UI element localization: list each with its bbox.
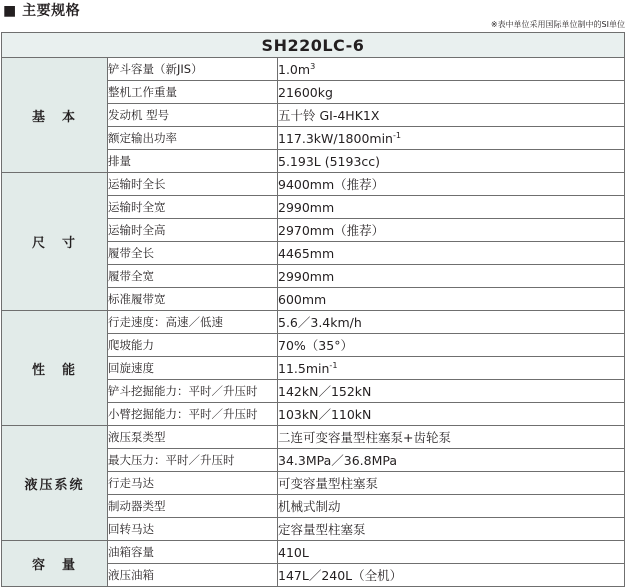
spec-group-label: 液压系统: [2, 426, 108, 541]
spec-item-label: 回旋速度: [108, 357, 278, 380]
spec-item-label: 液压泵类型: [108, 426, 278, 449]
spec-item-label: 最大压力：平时／升压时: [108, 449, 278, 472]
spec-group-label: 性 能: [2, 311, 108, 426]
spec-item-label: 额定输出功率: [108, 127, 278, 150]
table-row: [2, 426, 625, 449]
spec-value-text: 机械式制动: [278, 499, 341, 514]
spec-item-label: 液压油箱: [108, 564, 278, 587]
spec-item-label: 爬坡能力: [108, 334, 278, 357]
spec-item-value: [278, 242, 625, 265]
spec-group-label: 容 量: [2, 541, 108, 587]
spec-item-value: [278, 334, 625, 357]
model-name: SH220LC-6: [2, 33, 625, 58]
spec-value-text: 2970mm（推荐）: [278, 223, 385, 238]
spec-item-value: [278, 541, 625, 564]
spec-item-label: 运输时全长: [108, 173, 278, 196]
table-body: [2, 33, 625, 587]
spec-item-value: [278, 311, 625, 334]
model-header-row: [2, 33, 625, 58]
table-row: [2, 311, 625, 334]
spec-value-text: 1.0m: [278, 61, 311, 77]
spec-value-text: 2990mm: [278, 199, 335, 215]
spec-value-text: 11.5min: [278, 360, 330, 376]
spec-item-value: [278, 288, 625, 311]
spec-group-label: 尺 寸: [2, 173, 108, 311]
spec-item-label: 排量: [108, 150, 278, 173]
spec-value-text: 5.193L (5193cc): [278, 153, 381, 169]
spec-item-value: [278, 426, 625, 449]
spec-group-label: 基 本: [2, 58, 108, 173]
spec-item-value: [278, 127, 625, 150]
spec-value-text: 142kN／152kN: [278, 384, 372, 399]
spec-value-text: 4465mm: [278, 245, 335, 261]
spec-item-value: [278, 58, 625, 81]
specifications-table: [1, 32, 625, 587]
spec-item-value: [278, 564, 625, 587]
spec-item-value: [278, 403, 625, 426]
page-title: ■ 主要规格: [3, 3, 81, 19]
spec-item-label: 小臂挖掘能力：平时／升压时: [108, 403, 278, 426]
spec-item-label: 运输时全高: [108, 219, 278, 242]
spec-item-value: [278, 173, 625, 196]
spec-item-value: [278, 449, 625, 472]
spec-value-text: 70%（35°）: [278, 338, 353, 353]
spec-item-value: [278, 380, 625, 403]
units-note: ※表中单位采用国际单位制中的SI单位: [490, 20, 625, 29]
spec-value-text: 9400mm（推荐）: [278, 177, 385, 192]
spec-item-label: 运输时全宽: [108, 196, 278, 219]
spec-item-value: [278, 357, 625, 380]
spec-item-label: 履带全宽: [108, 265, 278, 288]
spec-value-superscript: 3: [310, 60, 316, 71]
spec-item-value: [278, 495, 625, 518]
spec-item-label: 油箱容量: [108, 541, 278, 564]
spec-value-text: 定容量型柱塞泵: [278, 522, 366, 537]
spec-item-value: [278, 219, 625, 242]
spec-item-value: [278, 472, 625, 495]
spec-item-label: 铲斗容量（新JIS）: [108, 58, 278, 81]
spec-value-text: 可变容量型柱塞泵: [278, 476, 379, 491]
table-row: [2, 173, 625, 196]
table-row: [2, 58, 625, 81]
spec-item-label: 回转马达: [108, 518, 278, 541]
spec-item-value: [278, 81, 625, 104]
spec-value-text: 五十铃 GI-4HK1X: [278, 108, 380, 123]
spec-item-label: 整机工作重量: [108, 81, 278, 104]
spec-item-label: 行走马达: [108, 472, 278, 495]
spec-item-label: 铲斗挖掘能力：平时／升压时: [108, 380, 278, 403]
spec-item-value: [278, 104, 625, 127]
spec-item-label: 行走速度：高速／低速: [108, 311, 278, 334]
spec-value-superscript: -1: [329, 359, 338, 370]
spec-value-text: 二连可变容量型柱塞泵+齿轮泵: [278, 430, 451, 445]
spec-item-label: 标准履带宽: [108, 288, 278, 311]
spec-value-text: 600mm: [278, 291, 327, 307]
spec-item-value: [278, 196, 625, 219]
table-row: [2, 541, 625, 564]
spec-item-label: 发动机 型号: [108, 104, 278, 127]
spec-value-text: 147L／240L（全机）: [278, 568, 403, 583]
spec-item-value: [278, 150, 625, 173]
spec-item-value: [278, 518, 625, 541]
spec-value-text: 21600kg: [278, 84, 333, 100]
spec-value-text: 34.3MPa／36.8MPa: [278, 453, 398, 468]
spec-value-text: 5.6／3.4km/h: [278, 315, 362, 330]
spec-value-text: 410L: [278, 544, 309, 560]
spec-value-text: 2990mm: [278, 268, 335, 284]
spec-item-label: 制动器类型: [108, 495, 278, 518]
spec-value-superscript: -1: [392, 129, 402, 140]
spec-value-text: 103kN／110kN: [278, 407, 372, 422]
spec-item-label: 履带全长: [108, 242, 278, 265]
spec-value-text: 117.3kW/1800min: [278, 130, 393, 146]
spec-item-value: [278, 265, 625, 288]
